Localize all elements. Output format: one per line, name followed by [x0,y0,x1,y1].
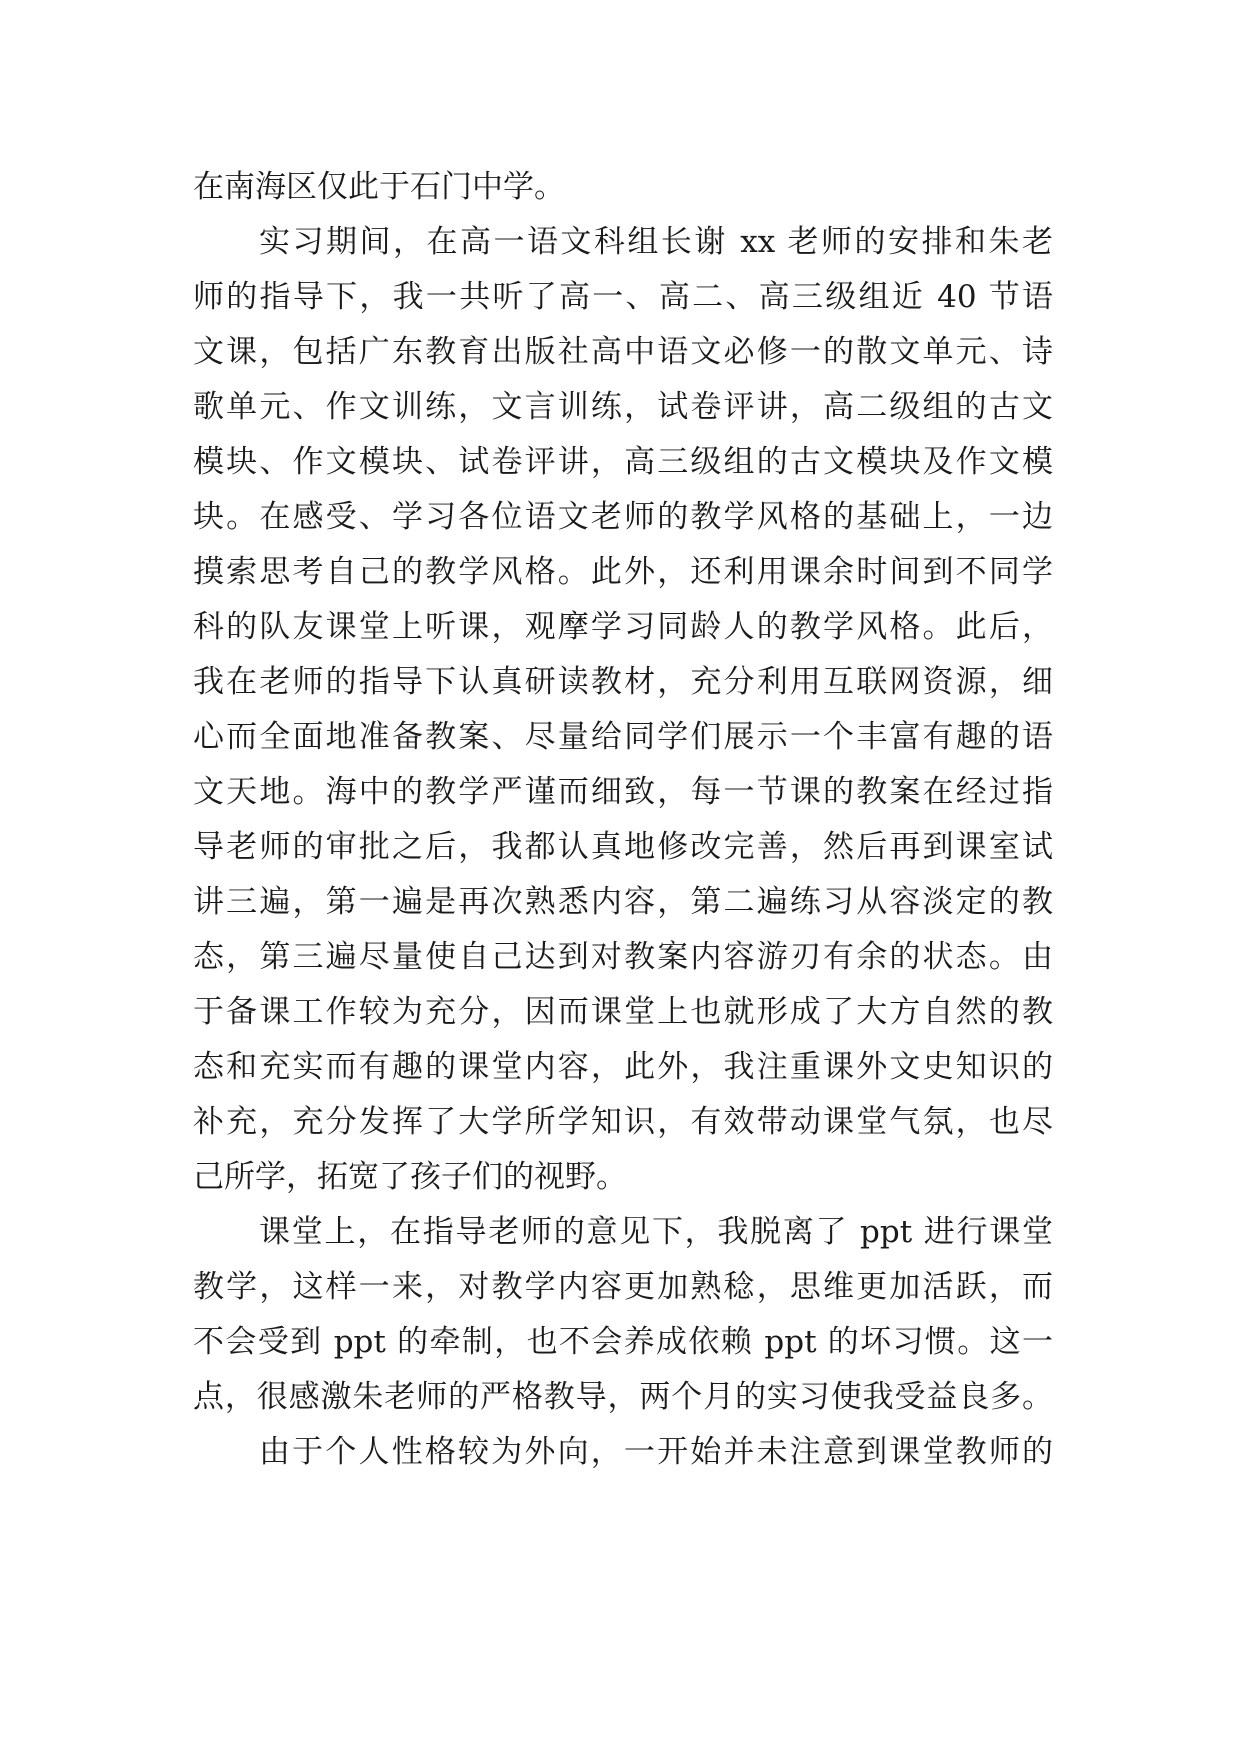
text-line: 点，很感激朱老师的严格教导，两个月的实习使我受益良多。 [193,1379,1053,1415]
text-line: 在南海区仅此于石门中学。 [193,169,565,205]
text-line: 块。在感受、学习各位语文老师的教学风格的基础上，一边 [193,499,1053,535]
text-line: 讲三遍，第一遍是再次熟悉内容，第二遍练习从容淡定的教 [193,884,1053,920]
text-line: 补充，充分发挥了大学所学知识，有效带动课堂气氛，也尽 [193,1104,1053,1140]
paragraph-first-line: 实习期间，在高一语文科组长谢 xx 老师的安排和朱老 [259,224,1053,260]
text-line: 心而全面地准备教案、尽量给同学们展示一个丰富有趣的语 [193,719,1053,755]
text-line: 文天地。海中的教学严谨而细致，每一节课的教案在经过指 [193,774,1053,810]
text-line: 不会受到 ppt 的牵制，也不会养成依赖 ppt 的坏习惯。这一 [193,1324,1053,1360]
text-line: 摸索思考自己的教学风格。此外，还利用课余时间到不同学 [193,554,1053,590]
text-line: 文课，包括广东教育出版社高中语文必修一的散文单元、诗 [193,334,1053,370]
paragraph-first-line: 由于个人性格较为外向，一开始并未注意到课堂教师的 [259,1434,1053,1470]
text-line: 模块、作文模块、试卷评讲，高三级组的古文模块及作文模 [193,444,1053,480]
text-line: 我在老师的指导下认真研读教材，充分利用互联网资源，细 [193,664,1053,700]
text-line: 教学，这样一来，对教学内容更加熟稔，思维更加活跃，而 [193,1269,1053,1305]
text-line: 歌单元、作文训练，文言训练，试卷评讲，高二级组的古文 [193,389,1053,425]
text-line: 态和充实而有趣的课堂内容，此外，我注重课外文史知识的 [193,1049,1053,1085]
text-line: 态，第三遍尽量使自己达到对教案内容游刃有余的状态。由 [193,939,1053,975]
text-line: 己所学，拓宽了孩子们的视野。 [193,1159,627,1195]
text-line: 科的队友课堂上听课，观摩学习同龄人的教学风格。此后， [193,609,1053,645]
text-line: 于备课工作较为充分，因而课堂上也就形成了大方自然的教 [193,994,1053,1030]
text-line: 师的指导下，我一共听了高一、高二、高三级组近 40 节语 [193,279,1053,315]
text-line: 导老师的审批之后，我都认真地修改完善，然后再到课室试 [193,829,1053,865]
paragraph-first-line: 课堂上，在指导老师的意见下，我脱离了 ppt 进行课堂 [259,1214,1053,1250]
